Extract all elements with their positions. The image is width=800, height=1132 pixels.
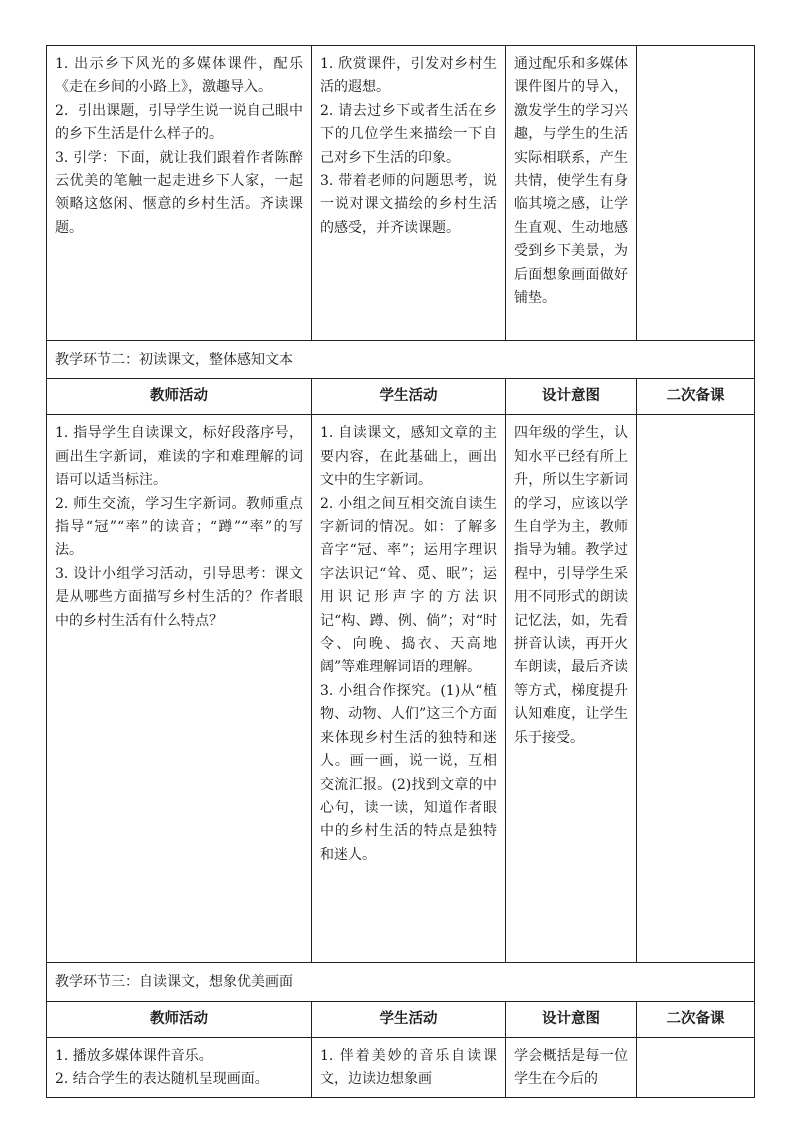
row-block2 [47, 415, 755, 963]
block2-student-item: 1. 自读课文，感知文章的主要内容，在此基础上，画出文中的生字新词。 [320, 425, 497, 489]
row-block1 [47, 46, 755, 341]
block1-backup-cell [637, 46, 755, 341]
block1-student-cell [312, 46, 506, 341]
block1-teacher-cell [47, 46, 312, 341]
header-intent: 设计意图 [506, 1001, 637, 1037]
block1-teacher-item: 2．引出课题，引导学生说一说自己眼中的乡下生活是什么样子的。 [55, 102, 303, 143]
block3-student-cell [312, 1037, 506, 1097]
block1-teacher-item: 1. 出示乡下风光的多媒体课件，配乐《走在乡间的小路上》，激趣导入。 [55, 56, 303, 96]
block2-teacher-item: 2. 师生交流，学习生字新词。教师重点指导“冠”“率”的读音；“蹲”“率”的写法。 [55, 495, 303, 559]
block1-intent-text: 通过配乐和多媒体课件图片的导入，激发学生的学习兴趣，与学生的生活实际相联系，产生共情，使学生有身临其境之感，让学生直观、生动地感受到乡下美景，为后面想象画面做好铺垫。 [514, 56, 628, 307]
block2-intent-text: 四年级的学生，认知水平已经有所上升，所以生字新词的学习，应该以学生自学为主，教师指导为辅。教学过程中，引导学生采用不同形式的朗读记忆法，如，先看拼音认读，再开火车朗读，最后齐读等方式，梯度提升认知难度，让学生乐于接受。 [514, 425, 628, 746]
section2-row [47, 341, 755, 379]
header-intent: 设计意图 [506, 379, 637, 415]
block3-intent-text: 学会概括是每一位学生在今后的 [514, 1047, 628, 1088]
block1-student-item: 2. 请去过乡下或者生活在乡下的几位学生来描绘一下自己对乡下生活的印象。 [320, 102, 497, 166]
section3-row [47, 963, 755, 1001]
block3-backup-cell [637, 1037, 755, 1097]
block2-teacher-item: 1. 指导学生自读课文，标好段落序号，画出生字新词，难读的字和难理解的词语可以适当标注。 [55, 425, 303, 489]
header-row-3 [47, 1001, 755, 1037]
lesson-plan-document [46, 45, 754, 1098]
block2-intent-cell [506, 415, 637, 963]
block1-teacher-item: 3. 引学：下面，就让我们跟着作者陈醉云优美的笔触一起走进乡下人家，一起领略这悠闲、惬意的乡村生活。齐读课题。 [55, 149, 303, 236]
block1-student-item: 1. 欣赏课件，引发对乡村生活的遐想。 [320, 56, 497, 96]
row-block3 [47, 1037, 755, 1097]
block1-student-item: 3. 带着老师的问题思考，说一说对课文描绘的乡村生活的感受，并齐读课题。 [320, 173, 497, 236]
block3-intent-cell [506, 1037, 637, 1097]
block2-teacher-cell [47, 415, 312, 963]
header-teacher: 教师活动 [47, 379, 312, 415]
block2-student-item: 2. 小组之间互相交流自读生字新词的情况。如：了解多音字“冠、率”；运用字理识字法识记“耸、觅、眠”；运用识记形声字的方法识记“构、蹲、例、倘”；对“时令、向晚、捣衣、天高地阔”等难理解词语的理解。 [320, 495, 497, 676]
header-student: 学生活动 [312, 379, 506, 415]
header-student: 学生活动 [312, 1001, 506, 1037]
block2-teacher-item: 3. 设计小组学习活动，引导思考：课文是从哪些方面描写乡村生活的？作者眼中的乡村生活有什么特点？ [55, 565, 303, 629]
header-backup: 二次备课 [637, 1001, 755, 1037]
block2-student-item: 3. 小组合作探究。(1)从“植物、动物、人们”这三个方面来体现乡村生活的独特和迷人。画一画，说一说，互相交流汇报。(2)找到文章的中心句，读一读，知道作者眼中的乡村生活的特点是独特和迷人。 [320, 682, 497, 863]
block3-teacher-item: 2. 结合学生的表达随机呈现画面。 [55, 1071, 269, 1088]
block3-teacher-cell [47, 1037, 312, 1097]
block2-student-cell [312, 415, 506, 963]
header-teacher: 教师活动 [47, 1001, 312, 1037]
block3-teacher-item: 1. 播放多媒体课件音乐。 [55, 1047, 213, 1064]
section2-title: 教学环节二：初读课文，整体感知文本 [47, 341, 755, 379]
section3-title: 教学环节三：自读课文，想象优美画面 [47, 963, 755, 1001]
block3-student-item: 1. 伴着美妙的音乐自读课文，边读边想象画 [320, 1047, 497, 1088]
block1-intent-cell [506, 46, 637, 341]
header-backup: 二次备课 [637, 379, 755, 415]
block2-backup-cell [637, 415, 755, 963]
header-row-2 [47, 379, 755, 415]
lesson-plan-table [46, 45, 755, 1098]
